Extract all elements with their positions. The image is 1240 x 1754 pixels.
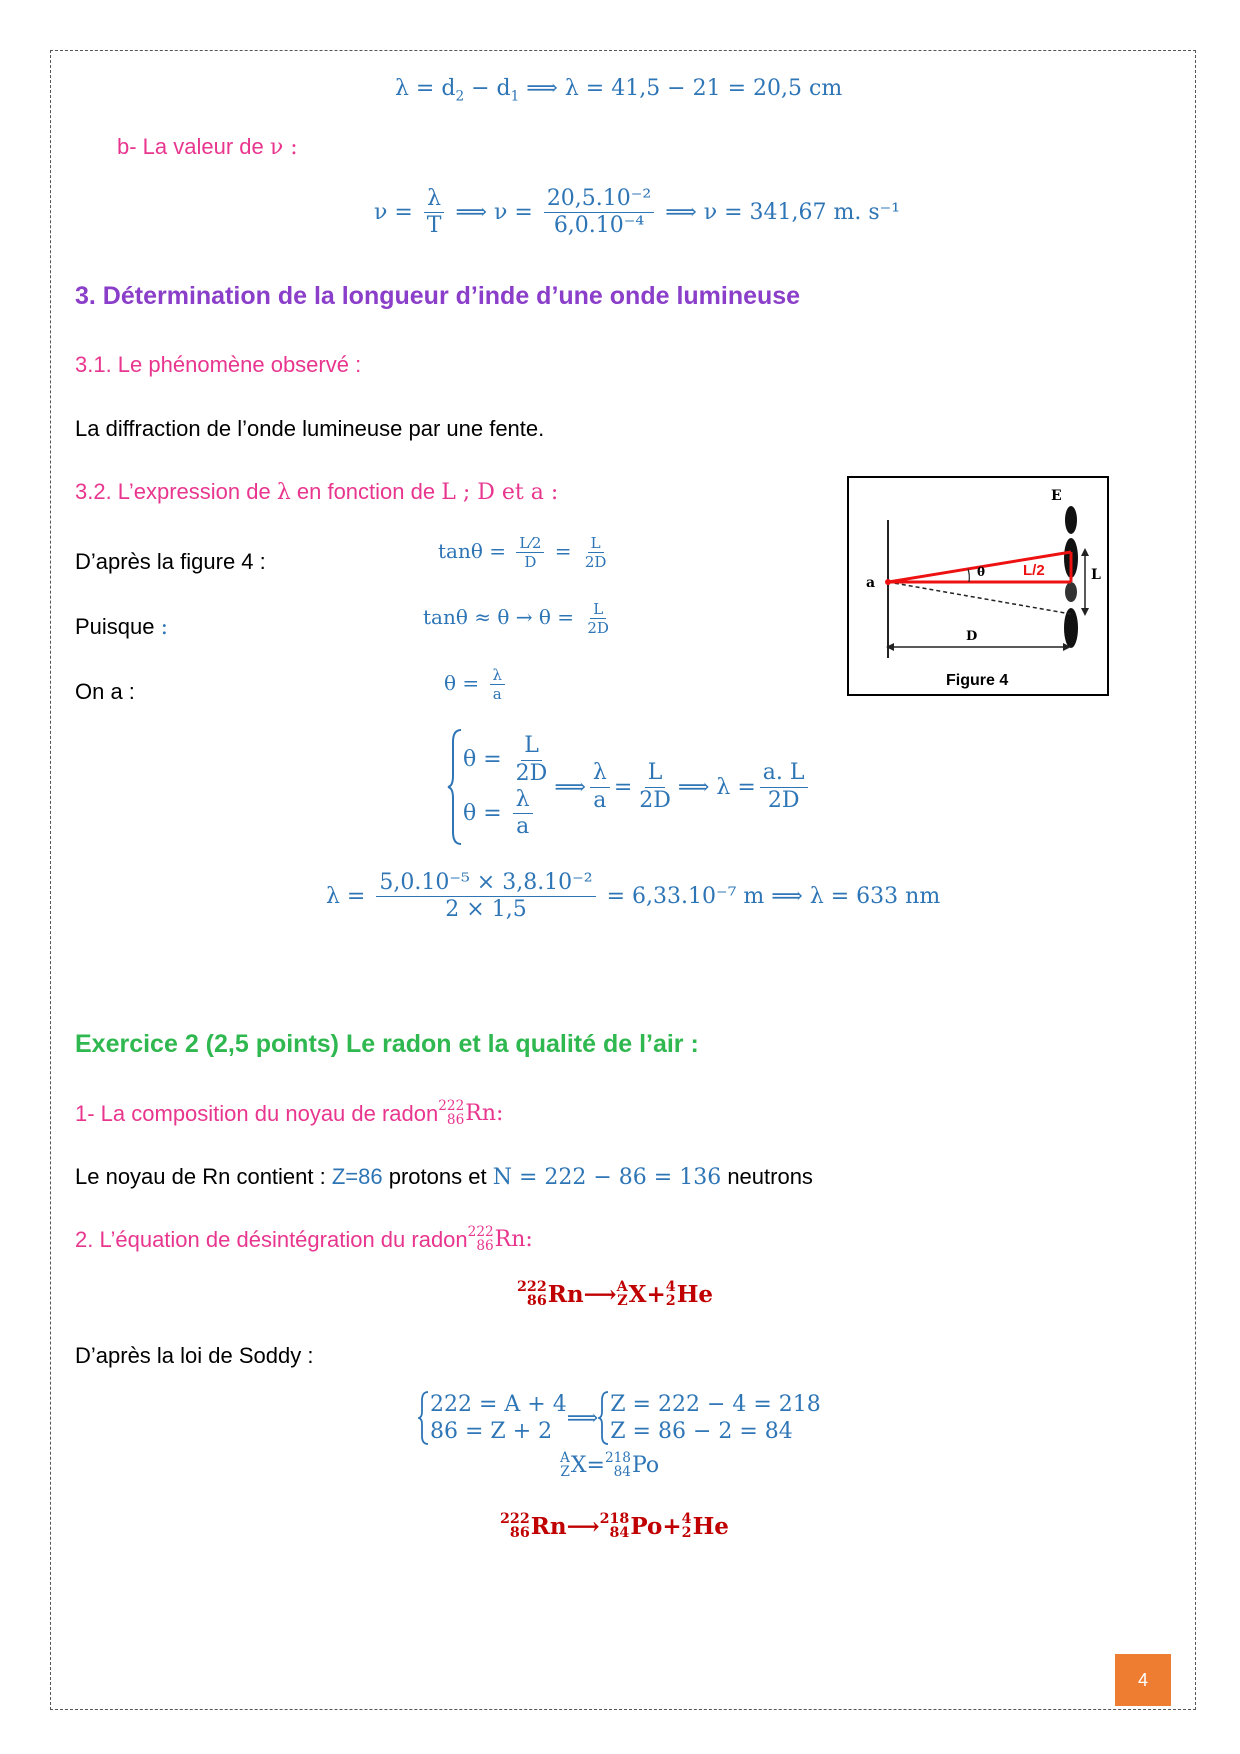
row1-label: D’après la figure 4 : <box>75 549 266 574</box>
figure-caption: Figure 4 <box>946 672 1009 689</box>
question-3-1: 3.1. Le phénomène observé : <box>75 352 362 377</box>
row3-math: θ = $\frac{\lambda}{a}$ <box>444 666 509 703</box>
arrowhead-icon <box>1081 548 1089 556</box>
row2-label: Puisque : <box>75 614 169 640</box>
theta-arc <box>968 569 969 582</box>
answer-3-1: La diffraction de l’onde lumineuse par une fente. <box>75 416 545 441</box>
figure-4 <box>847 476 1109 696</box>
question-2: 2. L’équation de désintégration du radon 222 86 Rn : <box>75 1224 533 1254</box>
label-L2: L/2 <box>1023 562 1045 579</box>
label-D: D <box>966 629 978 644</box>
decay-equation-general: 222 86 Rn ⟶ A Z X + 4 2 He <box>517 1279 714 1310</box>
arrowhead-icon <box>1081 608 1089 616</box>
row2-math: tanθ ≈ θ → θ = $\frac{L}{2D}$ <box>423 600 609 637</box>
slit-point <box>885 579 891 585</box>
theta-system: θ = $\frac{L}{2D}$ θ = $\frac{\lambda}{a}$ ⟹ $\frac{\lambda}{a}$ = $\frac{L}{2D}$ ⟹ λ = $\frac{a. L}{2D}$ <box>447 728 812 846</box>
row3-label: On a : <box>75 679 135 704</box>
question-1: 1- La composition du noyau de radon 222 86 Rn : <box>75 1098 504 1128</box>
label-E: E <box>1051 488 1062 504</box>
label-L: L <box>1091 567 1101 583</box>
nu-equation: ν = $\frac{\lambda}{T}$ ⟹ ν = $\frac{\text{20,5.10⁻²}}{\text{6,0.10⁻⁴}}$ ⟹ ν = 341,67 m. s⁻¹ <box>374 186 901 239</box>
lower-ray <box>888 582 1071 614</box>
screen-segment <box>1065 582 1077 602</box>
decay-equation-final: 222 86 Rn ⟶ 218 84 Po + 4 2 He <box>500 1511 729 1542</box>
left-brace-icon <box>418 1390 430 1446</box>
lambda-equation: $\lambda = d_2 - d_1$ ⟹ λ = 41,5 − 21 = 20,5 cm <box>395 76 843 105</box>
answer-1: Le noyau de Rn contient : Z=86 protons et N = 222 − 86 = 136 neutrons <box>75 1164 813 1190</box>
part-b-heading: b- La valeur de ν : <box>117 134 298 160</box>
label-a: a <box>866 575 876 591</box>
left-brace-icon <box>598 1390 610 1446</box>
diffraction-diagram <box>849 478 1107 694</box>
question-3-2: 3.2. L’expression de λ en fonction de L ; D et a : <box>75 479 559 505</box>
left-brace-icon <box>447 728 463 846</box>
page-number: 4 <box>1115 1654 1171 1706</box>
soddy-law: D’après la loi de Soddy : <box>75 1343 314 1368</box>
soddy-system: 222 = A + 4 86 = Z + 2 ⟹ Z = 222 − 4 = 218 Z = 86 − 2 = 84 <box>418 1390 821 1446</box>
exercise-2-title: Exercice 2 (2,5 points) Le radon et la qualité de l’air : <box>75 1030 699 1058</box>
lambda-final: λ = $\frac{\text{5,0.10⁻⁵ × 3,8.10⁻²}}{2 \times 1,5}$ = 6,33.10⁻⁷ m ⟹ λ = 633 nm <box>326 870 941 923</box>
x-identification: A Z X = 218 84 Po <box>560 1450 660 1480</box>
label-theta: θ <box>977 565 986 579</box>
screen-segment <box>1065 506 1077 534</box>
section-3-title: 3. Détermination de la longueur d’inde d’une onde lumineuse <box>75 282 801 310</box>
row1-math: tanθ = $\frac{L⁄2}{D}$ = $\frac{L}{2D}$ <box>438 534 607 571</box>
